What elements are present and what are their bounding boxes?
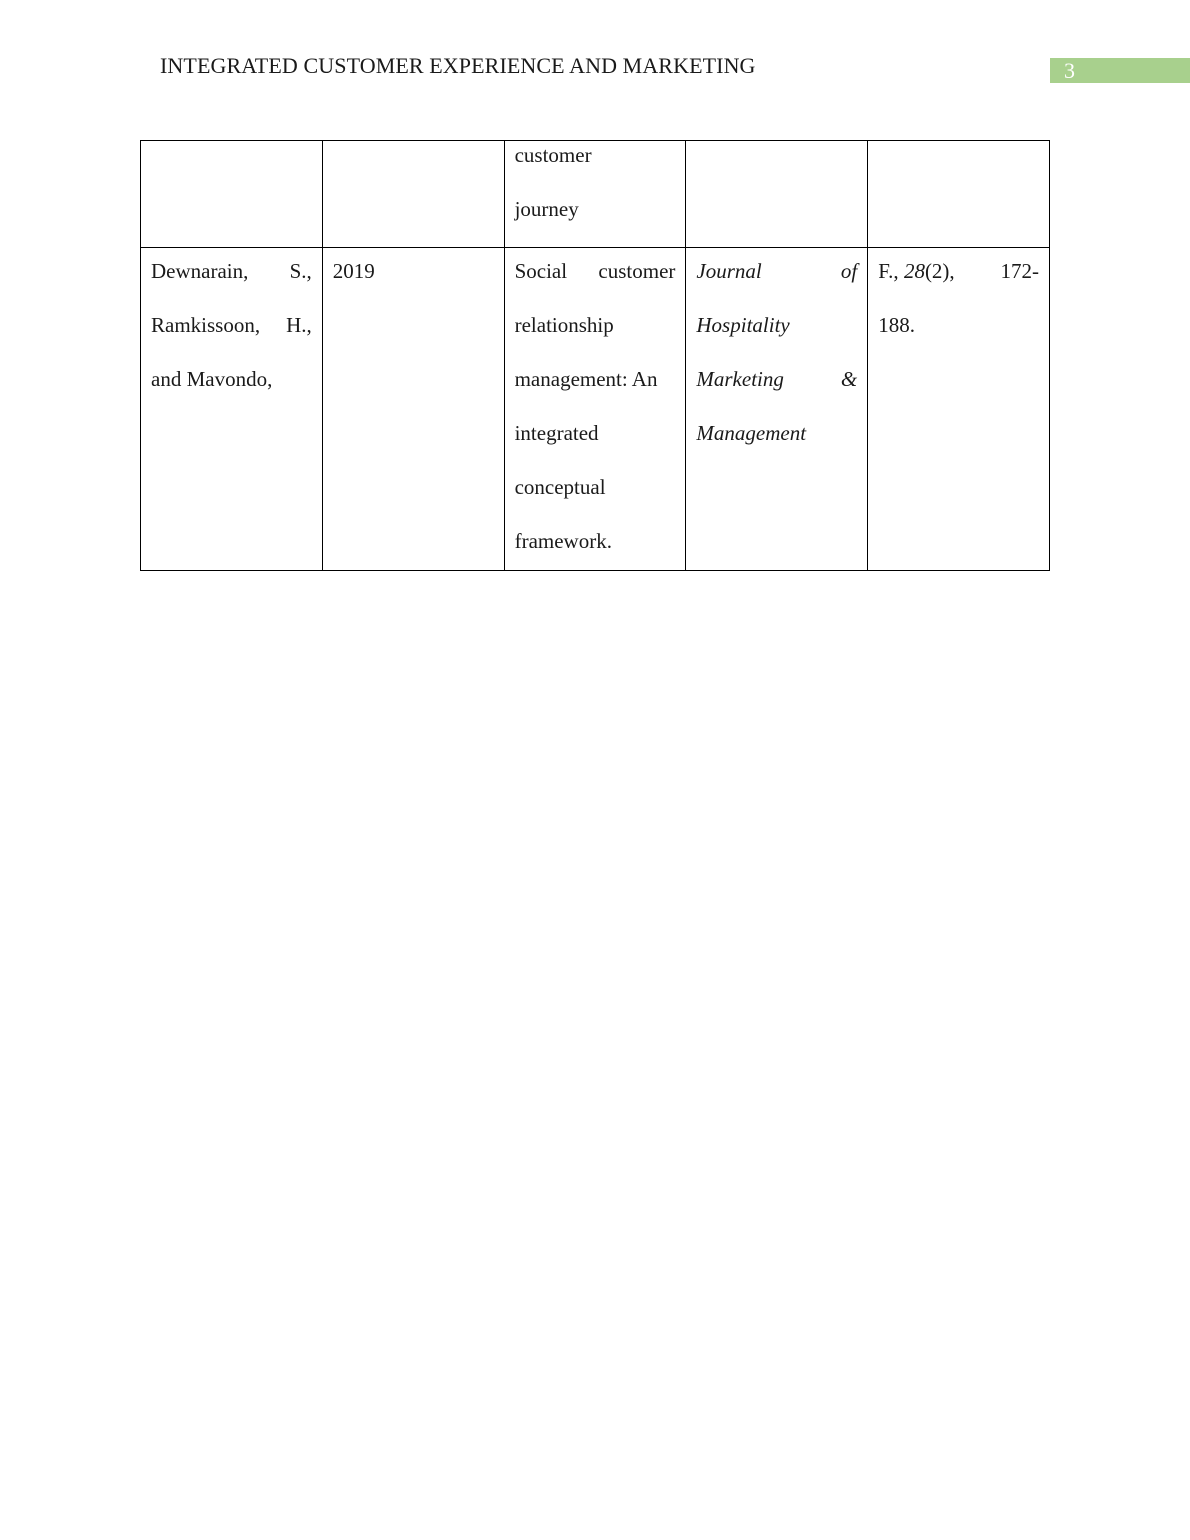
journal-line [696,352,857,406]
author-line [151,298,312,352]
issue-number: (2), [924,259,955,283]
journal-text: & [840,367,858,391]
title-line: journey [514,197,579,221]
author-line: and Mavondo, [151,367,273,391]
journal-text: of [840,259,858,283]
journal-cell [686,141,868,248]
title-line: customer [514,143,592,167]
title-line: conceptual [514,475,606,499]
title-cell [504,141,686,248]
title-line: framework. [514,529,612,553]
title-cell [504,248,686,571]
author-text: Dewnarain, [151,259,249,283]
volume-issue [878,244,955,298]
running-head-title: INTEGRATED CUSTOMER EXPERIENCE AND MARKETING [160,53,756,78]
title-line: relationship [514,313,614,337]
details-line: 188. [878,313,915,337]
title-line: management: An [514,367,658,391]
page-number-badge [1050,58,1190,83]
author-cell [141,141,323,248]
journal-text: Journal [696,259,762,283]
author-line [151,244,312,298]
reference-table [140,140,1050,571]
page-number: 3 [1064,58,1075,83]
table-row [141,248,1050,571]
author-text: S., [289,259,312,283]
title-text: Social [514,259,568,283]
details-prefix: F., [878,259,904,283]
volume-number: 28 [903,259,925,283]
title-line: integrated [514,421,599,445]
journal-line [696,244,857,298]
pages-start: 172- [1000,259,1039,283]
author-cell [141,248,323,571]
journal-line: Management [696,421,807,445]
journal-text: Marketing [696,367,784,391]
details-cell [868,141,1050,248]
author-text: H., [286,313,312,337]
details-cell [868,248,1050,571]
table-row [141,141,1050,248]
year-cell [322,141,504,248]
year-text: 2019 [332,259,375,283]
title-line [515,244,676,298]
journal-cell [686,248,868,571]
details-line [878,244,1039,298]
year-cell [322,248,504,571]
author-text: Ramkissoon, [151,313,261,337]
journal-line: Hospitality [696,313,790,337]
title-text: customer [598,259,676,283]
